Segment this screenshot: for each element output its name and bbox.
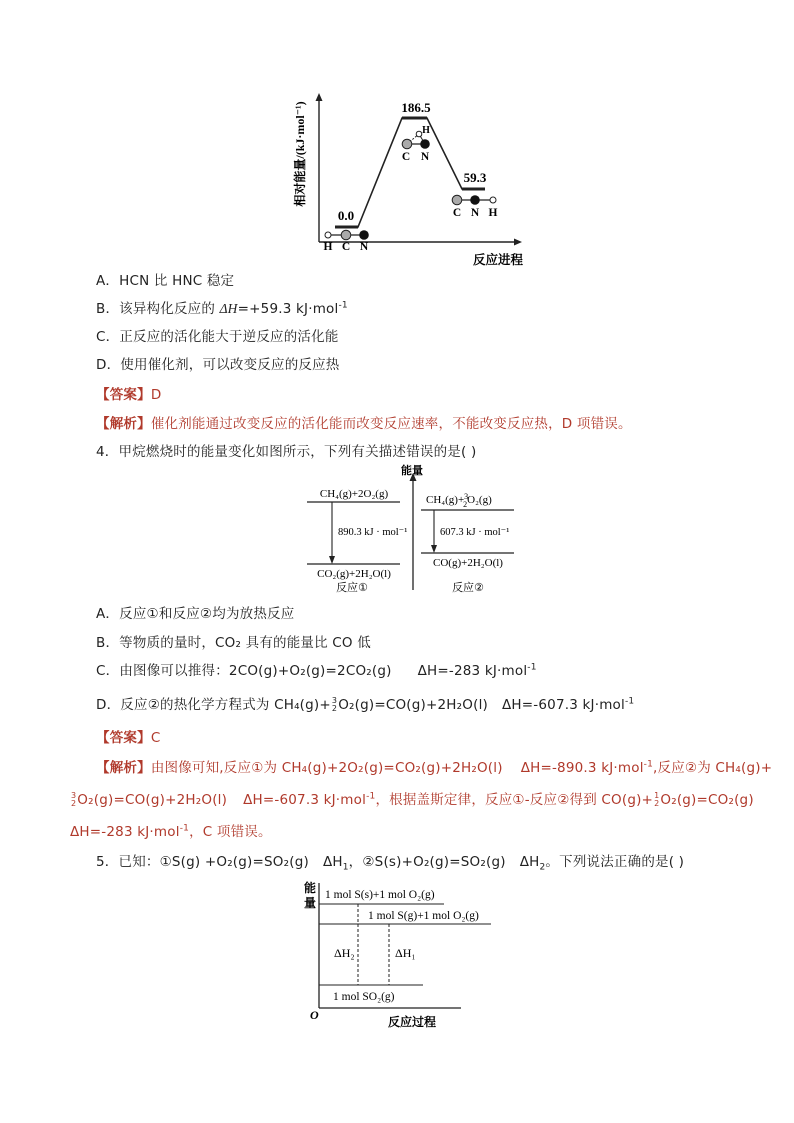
svg-text:C: C <box>341 241 351 253</box>
q4-stem: 4．甲烷燃烧时的能量变化如图所示，下列有关描述错误的是( ) <box>96 444 477 460</box>
level-1-label: 1 mol S(s)+1 mol O₂(g) <box>325 889 435 901</box>
origin-label: O <box>310 1008 319 1022</box>
hnc-molecule-icon <box>452 195 497 219</box>
level-2-label: 1 mol S(g)+1 mol O₂(g) <box>368 910 479 922</box>
right-caption: 反应② <box>452 581 484 594</box>
q3-option-d: D．使用催化剂，可以改变反应的反应热 <box>96 357 340 373</box>
right-top-label: CH₄(g)+$^3$ 2O₂(g) <box>426 492 492 509</box>
left-caption: 反应① <box>336 581 368 594</box>
svg-text:C: C <box>452 207 462 219</box>
left-top-label: CH₄(g)+2O₂(g) <box>319 488 389 500</box>
dh2-label: ΔH₂ <box>334 946 355 960</box>
q3-option-a: A．HCN 比 HNC 稳定 <box>96 273 235 289</box>
q5-stem: 5．已知：①S(g) +O₂(g)=SO₂(g) $\Delta H_1$，②S(s)+O₂(g)=SO₂(g) $\Delta H_2$。下列说法正确的是( ) <box>96 854 685 873</box>
x-axis-label: 反应过程 <box>387 1015 437 1029</box>
q4-option-c: C．由图像可以推得：2CO(g)+O₂(g)=2CO₂(g) ΔH=-283 kJ·mol$^{-1}$ <box>96 662 537 679</box>
hcn-energy-diagram <box>290 92 540 272</box>
dh1-label: ΔH₁ <box>395 946 416 960</box>
right-bottom-label: CO(g)+2H₂O(l) <box>433 557 503 569</box>
q4-option-b: B．等物质的量时，CO₂ 具有的能量比 CO 低 <box>96 635 371 651</box>
q4-answer: 【答案】C <box>96 730 161 746</box>
left-bottom-label: CO₂(g)+2H₂O(l) <box>317 568 391 580</box>
q3-option-c: C．正反应的活化能大于逆反应的活化能 <box>96 329 339 345</box>
left-value-label: 890.3 kJ · mol⁻¹ <box>338 527 408 538</box>
y-label-2: 量 <box>304 896 317 910</box>
svg-text:H: H <box>488 207 498 219</box>
level-end-value: 59.3 <box>463 170 487 185</box>
q4-option-a: A．反应①和反应②均为放热反应 <box>96 606 295 622</box>
svg-text:C: C <box>401 151 411 163</box>
level-start-value: 0.0 <box>337 208 355 223</box>
level-ts-value: 186.5 <box>401 100 431 115</box>
svg-text:N: N <box>470 207 480 219</box>
y-axis-label: 相对能量/(kJ·mol⁻¹) <box>293 101 307 207</box>
q3-option-b: B．该异构化反应的 ΔH=+59.3 kJ·mol$^{-1}$ <box>96 300 348 317</box>
svg-text:H: H <box>422 125 430 136</box>
y-label-1: 能 <box>304 881 317 895</box>
transition-state-icon <box>402 125 430 163</box>
q4-explanation-line-3: ΔH=-283 kJ·mol$^{-1}$，C 项错误。 <box>70 823 272 840</box>
q4-explanation-line-2: 3 2 O₂(g)=CO(g)+2H₂O(l) ΔH=-607.3 kJ·mol$^{-1}$，根据盖斯定律，反应①-反应②得到 CO(g)+ 1 2 O₂(g)=CO₂(g) <box>71 791 754 808</box>
level-3-label: 1 mol SO₂(g) <box>333 991 395 1003</box>
q3-explanation: 【解析】催化剂能通过改变反应的活化能而改变反应速率，不能改变反应热，D 项错误。 <box>96 416 632 432</box>
svg-text:N: N <box>359 241 369 253</box>
sulfur-energy-diagram <box>296 878 496 1033</box>
q4-option-d: D．反应②的热化学方程式为 CH₄(g)+ 3 2 O₂(g)=CO(g)+2H₂O(l) ΔH=-607.3 kJ·mol$^{-1}$ <box>96 696 635 713</box>
svg-text:H: H <box>323 241 333 253</box>
hcn-molecule-icon <box>324 230 369 253</box>
right-value-label: 607.3 kJ · mol⁻¹ <box>440 527 510 538</box>
q4-explanation-line-1: 【解析】由图像可知,反应①为 CH₄(g)+2O₂(g)=CO₂(g)+2H₂O(l) ΔH=-890.3 kJ·mol$^{-1}$,反应②为 CH₄(g)+ <box>96 759 773 776</box>
svg-text:N: N <box>420 151 430 163</box>
methane-combustion-diagram <box>300 464 530 600</box>
energy-axis-label: 能量 <box>401 464 423 477</box>
q3-answer: 【答案】D <box>96 387 162 403</box>
x-axis-label: 反应进程 <box>472 252 524 267</box>
